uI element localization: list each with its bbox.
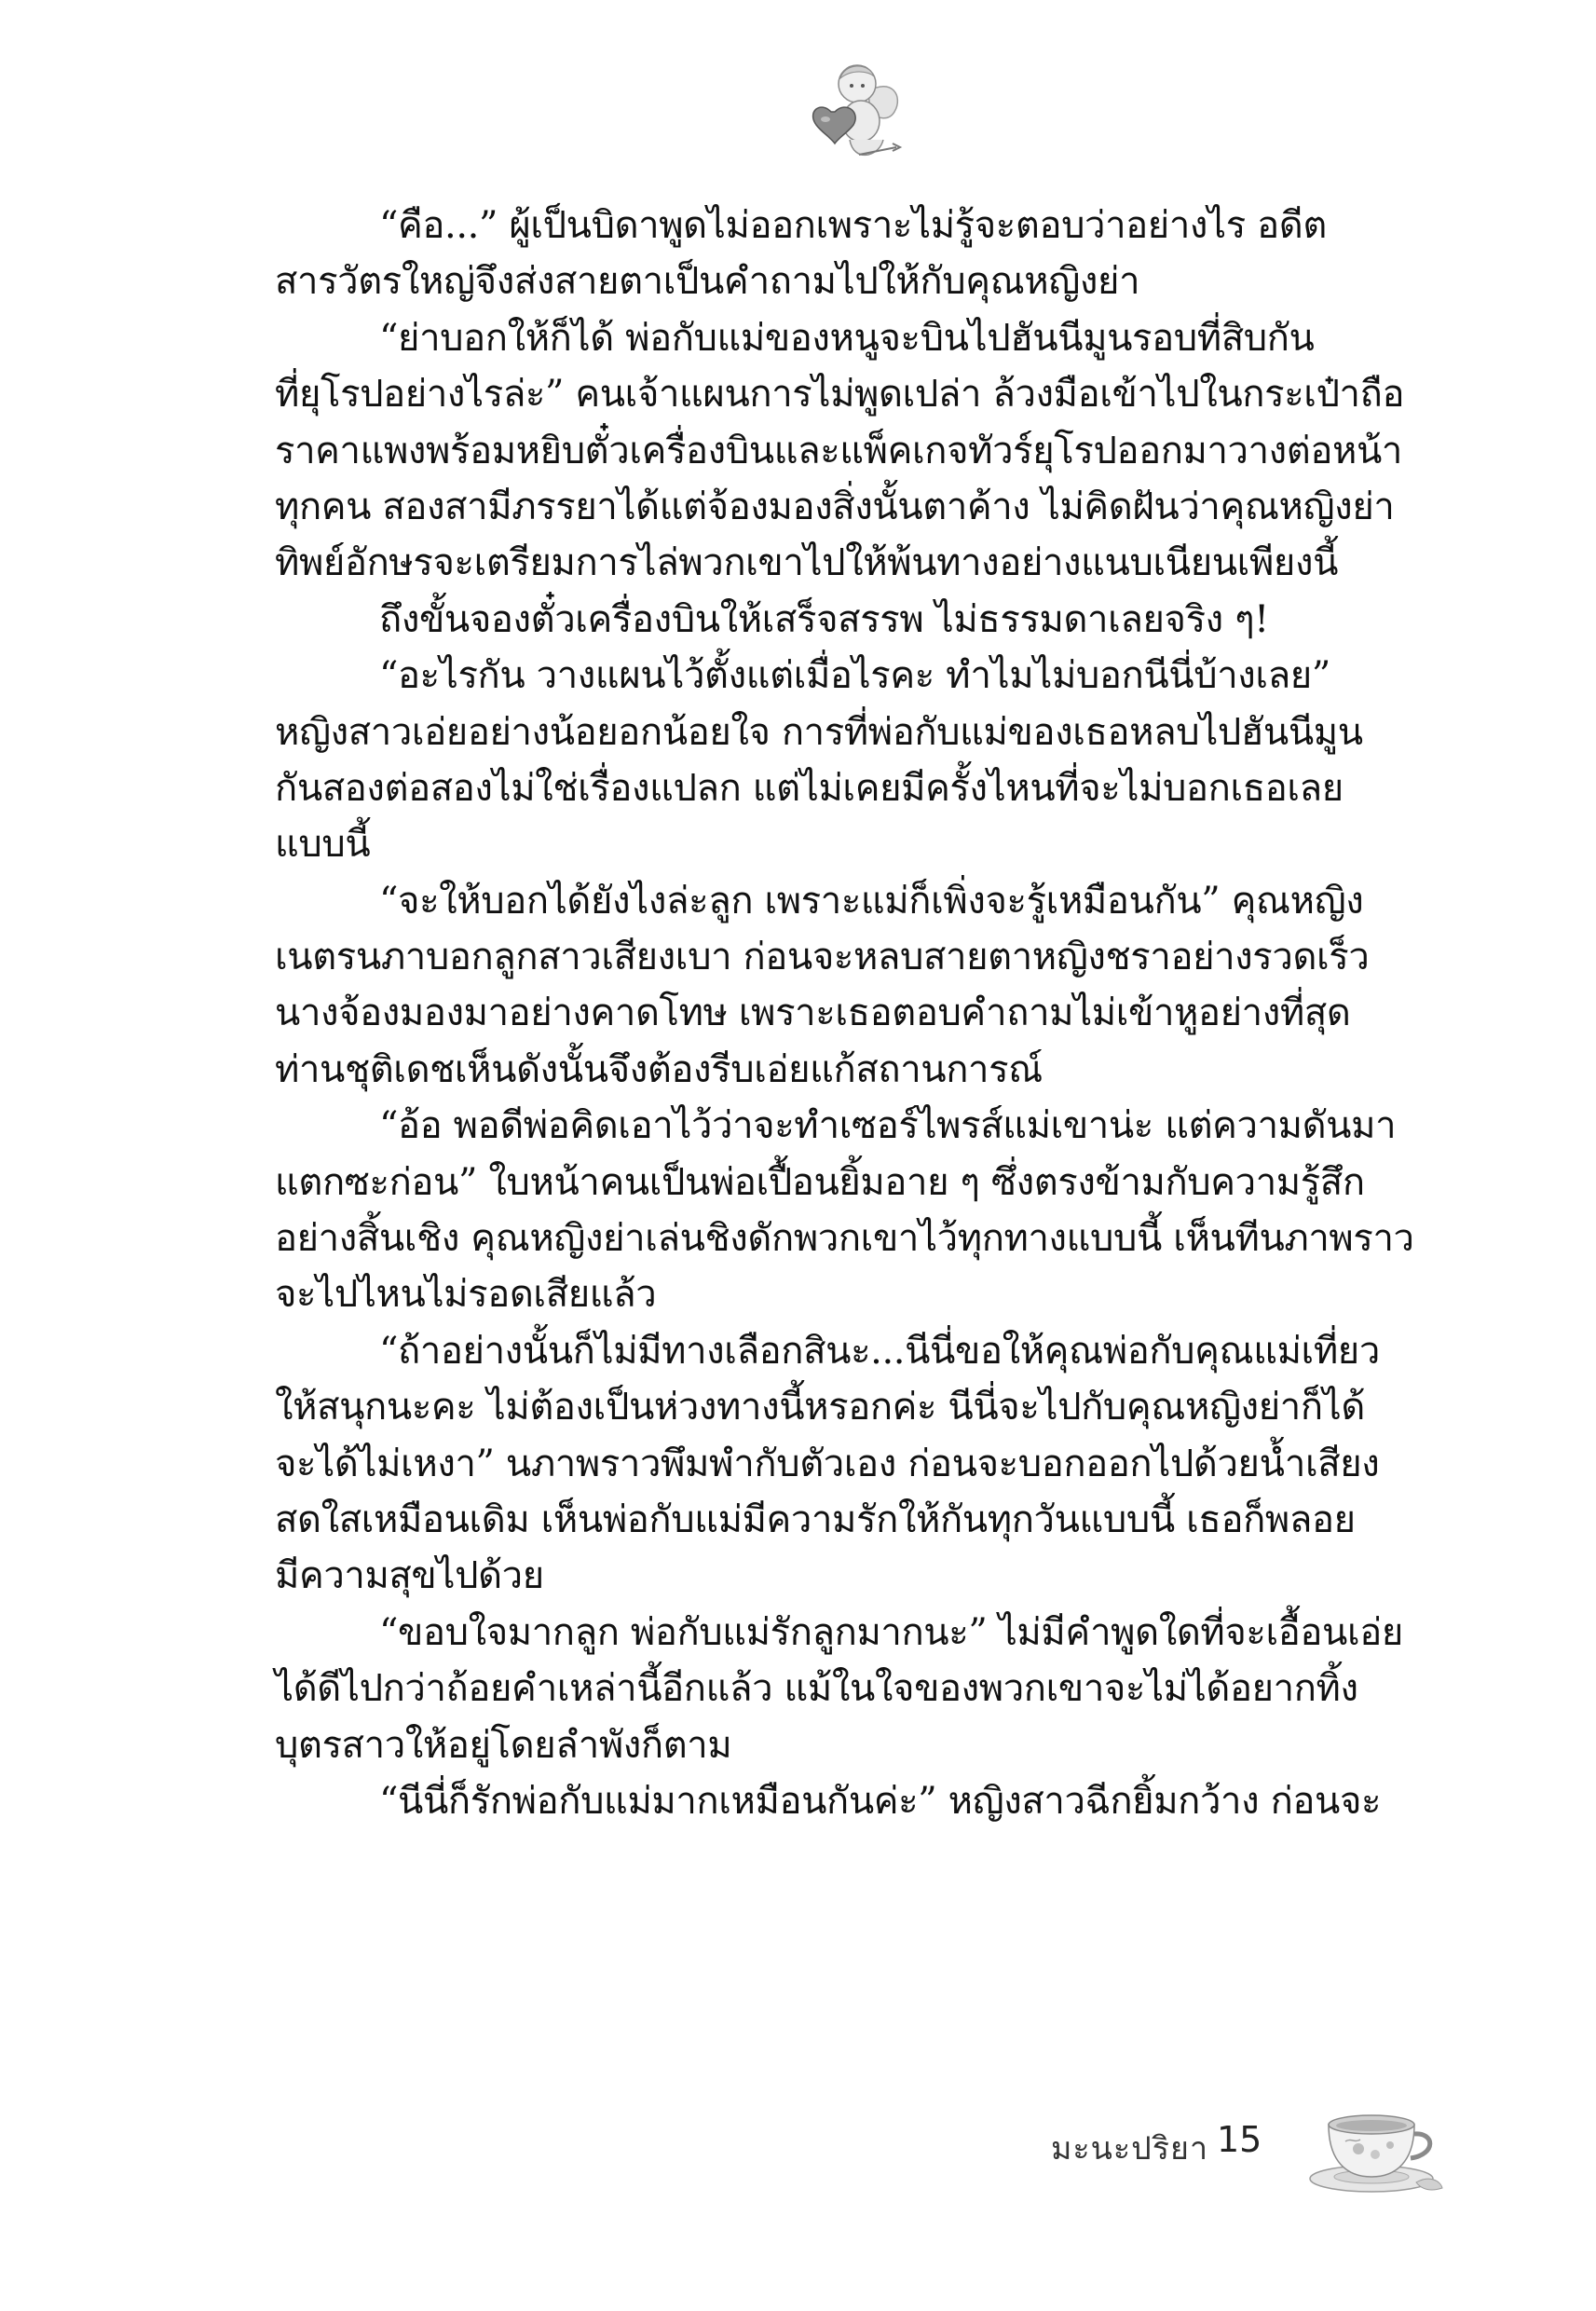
paragraph-line: มีความสุขไปด้วย	[275, 1554, 544, 1598]
paragraph-line: ถึงขั้นจองตั๋วเครื่องบินให้เสร็จสรรพ ไม่ธรรมดาเลยจริง ๆ!	[379, 597, 1269, 641]
paragraph-line: “ขอบใจมากลูก พ่อกับแม่รักลูกมากนะ” ไม่มีคำพูดใดที่จะเอื้อนเอ่ย	[379, 1610, 1403, 1654]
paragraph-line: จะได้ไม่เหงา” นภาพราวพึมพำกับตัวเอง ก่อนจะบอกออกไปด้วยน้ำเสียง	[275, 1442, 1380, 1485]
paragraph-line: “อ้อ พอดีพ่อคิดเอาไว้ว่าจะทำเซอร์ไพรส์แม่เขาน่ะ แต่ความดันมา	[379, 1104, 1397, 1148]
paragraph-line: เนตรนภาบอกลูกสาวเสียงเบา ก่อนจะหลบสายตาหญิงชราอย่างรวดเร็ว	[275, 936, 1370, 979]
paragraph-line: ให้สนุกนะคะ ไม่ต้องเป็นห่วงทางนี้หรอกค่ะ นีนี่จะไปกับคุณหญิงย่าก็ได้	[275, 1386, 1365, 1429]
paragraph-line: “นีนี่ก็รักพ่อกับแม่มากเหมือนกันค่ะ” หญิงสาวฉีกยิ้มกว้าง ก่อนจะ	[379, 1779, 1382, 1823]
paragraph-line: “จะให้บอกได้ยังไงล่ะลูก เพราะแม่ก็เพิ่งจะรู้เหมือนกัน” คุณหญิง	[379, 879, 1364, 923]
teacup-icon	[1304, 2097, 1444, 2199]
paragraph-line: “ย่าบอกให้ก็ได้ พ่อกับแม่ของหนูจะบินไปฮันนีมูนรอบที่สิบกัน	[379, 316, 1315, 360]
page-number: 15	[1217, 2119, 1262, 2160]
cupid-heart-icon	[803, 54, 906, 166]
paragraph-line: นางจ้องมองมาอย่างคาดโทษ เพราะเธอตอบคำถามไม่เข้าหูอย่างที่สุด	[275, 991, 1351, 1035]
paragraph-line: อย่างสิ้นเชิง คุณหญิงย่าเล่นชิงดักพวกเขาไว้ทุกทางแบบนี้ เห็นทีนภาพราว	[275, 1217, 1414, 1261]
author-name: มะนะปริยา	[1051, 2130, 1209, 2167]
paragraph-line: ท่านชุติเดชเห็นดังนั้นจึงต้องรีบเอ่ยแก้สถานการณ์	[275, 1047, 1043, 1091]
paragraph-line: ทิพย์อักษรจะเตรียมการไล่พวกเขาไปให้พ้นทางอย่างแนบเนียนเพียงนี้	[275, 541, 1339, 585]
paragraph-line: หญิงสาวเอ่ยอย่างน้อยอกน้อยใจ การที่พ่อกับแม่ของเธอหลบไปฮันนีมูน	[275, 710, 1363, 754]
paragraph-line: ราคาแพงพร้อมหยิบตั๋วเครื่องบินและแพ็คเกจทัวร์ยุโรปออกมาวางต่อหน้า	[275, 429, 1402, 472]
paragraph-line: สดใสเหมือนเดิม เห็นพ่อกับแม่มีความรักให้กันทุกวันแบบนี้ เธอก็พลอย	[275, 1497, 1356, 1541]
page-footer	[0, 2097, 1596, 2208]
paragraph-line: จะไปไหนไม่รอดเสียแล้ว	[275, 1273, 657, 1317]
paragraph-line: ได้ดีไปกว่าถ้อยคำเหล่านี้อีกแล้ว แม้ในใจของพวกเขาจะไม่ได้อยากทิ้ง	[275, 1667, 1358, 1711]
paragraph-line: แตกซะก่อน” ใบหน้าคนเป็นพ่อเปื้อนยิ้มอาย ๆ ซึ่งตรงข้ามกับความรู้สึก	[275, 1160, 1365, 1204]
paragraph-line: “คือ...” ผู้เป็นบิดาพูดไม่ออกเพราะไม่รู้จะตอบว่าอย่างไร อดีต	[379, 204, 1327, 247]
paragraph-line: บุตรสาวให้อยู่โดยลำพังก็ตาม	[275, 1723, 732, 1767]
paragraph-line: ทุกคน สองสามีภรรยาได้แต่จ้องมองสิ่งนั้นตาค้าง ไม่คิดฝันว่าคุณหญิงย่า	[275, 485, 1395, 528]
paragraph-line: กันสองต่อสองไม่ใช่เรื่องแปลก แต่ไม่เคยมีครั้งไหนที่จะไม่บอกเธอเลย	[275, 766, 1344, 810]
chapter-body-text	[275, 198, 1438, 1829]
paragraph-line: สารวัตรใหญ่จึงส่งสายตาเป็นคำถามไปให้กับคุณหญิงย่า	[275, 260, 1140, 304]
paragraph-line: ที่ยุโรปอย่างไรล่ะ” คนเจ้าแผนการไม่พูดเปล่า ล้วงมือเข้าไปในกระเป๋าถือ	[275, 373, 1405, 417]
paragraph-line: แบบนี้	[275, 823, 371, 867]
paragraph-line: “ถ้าอย่างนั้นก็ไม่มีทางเลือกสินะ...นีนี่ขอให้คุณพ่อกับคุณแม่เที่ยว	[379, 1329, 1380, 1373]
paragraph-line: “อะไรกัน วางแผนไว้ตั้งแต่เมื่อไรคะ ทำไมไม่บอกนีนี่บ้างเลย”	[379, 654, 1330, 698]
